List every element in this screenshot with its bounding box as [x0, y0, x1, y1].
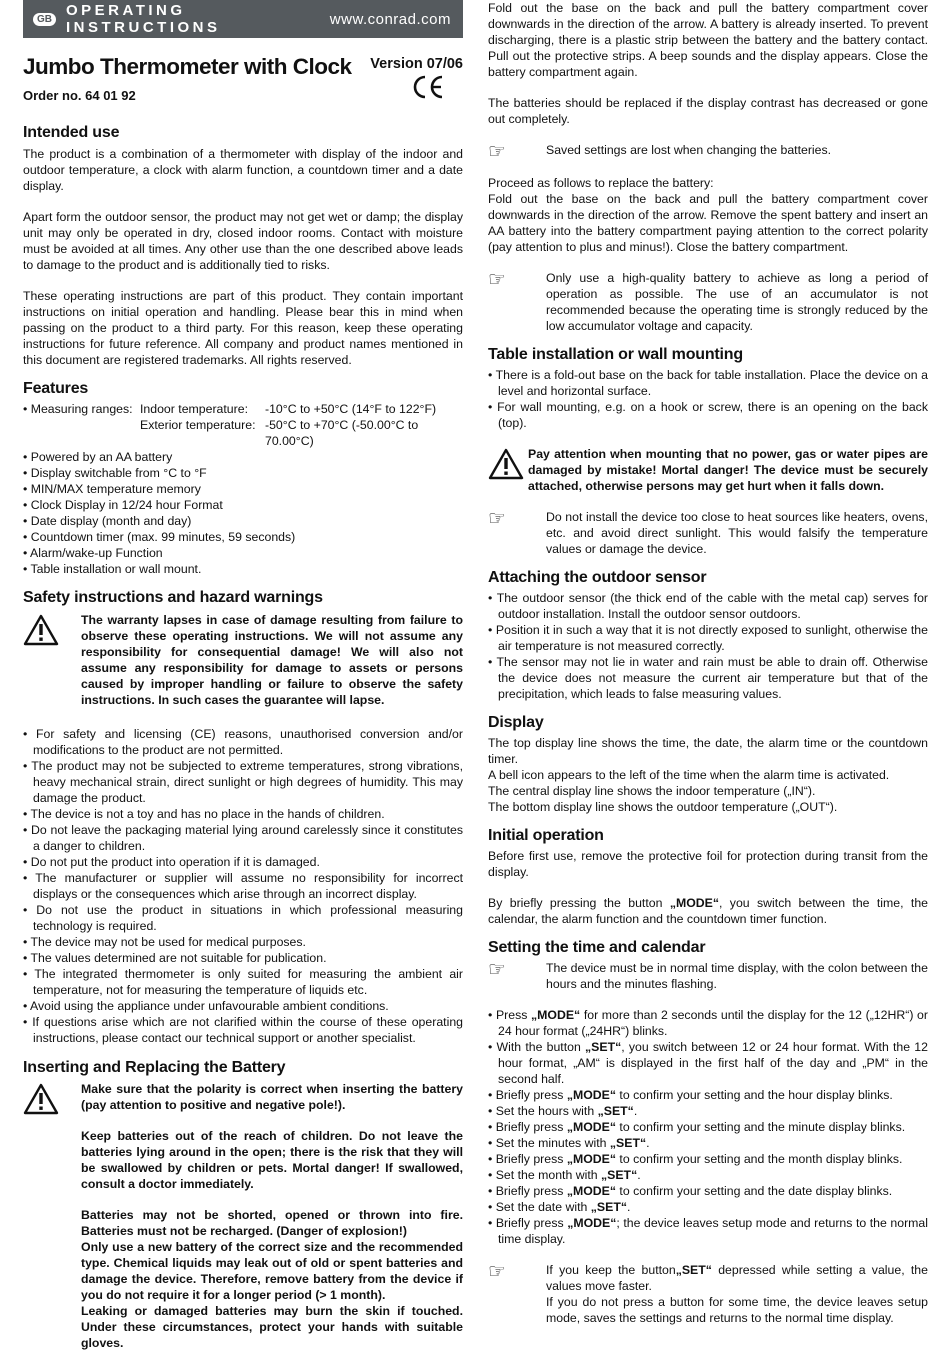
intended-paragraph-2: Apart form the outdoor sensor, the product may not get wet or damp; the display unit may only be operated in dry, closed indoor rooms. Contact with moisture must be avoided at all times. Any other use than the one described above leads to damage to the product and is additionally tied to risks.	[23, 210, 463, 272]
list-item: • Powered by an AA battery	[23, 449, 463, 465]
indoor-label: Indoor temperature:	[140, 402, 249, 416]
list-item: • The device is not a toy and has no place in the hands of children.	[23, 806, 463, 822]
list-item: • For safety and licensing (CE) reasons, unauthorised conversion and/or modifications to the product are not permitted.	[23, 726, 463, 758]
safety-warning	[23, 612, 463, 708]
intended-paragraph-3: These operating instructions are part of this product. They contain important instructions on initial operation and handling. Please bear this in mind when passing on the product to a third party. For this reason, keep these operating instructions for future reference. All company and product names mentioned in this document are registered trademarks. All rights reserved.	[23, 289, 463, 367]
battery-paragraph-1: Fold out the base on the back and pull the battery compartment cover downwards in the direction of the arrow. A battery is already inserted. To prevent discharging, there is a plastic strip between the battery and the battery contact. Pull out the protective strips. A beep sounds and the display appears. Close the battery compartment again.	[488, 1, 928, 79]
battery-warning-2: Keep batteries out of the reach of children. Do not leave the batteries lying around in the open; there is the risk that they will be swallowed by children or pets. Mortal danger! If swallowed, consult a doctor immediately.	[81, 1129, 463, 1191]
battery-warning-5: Leaking or damaged batteries may burn the skin if touched. Under these circumstances, protect your hands with suitable gloves.	[81, 1304, 463, 1350]
list-item: • Date display (month and day)	[23, 513, 463, 529]
features-list	[23, 449, 463, 577]
pointing-hand-icon: ☞	[488, 959, 506, 981]
header-title: OPERATING INSTRUCTIONS	[66, 2, 221, 36]
features-heading: Features	[23, 380, 89, 397]
list-item: • Position it in such a way that it is not directly exposed to sunlight, otherwise the air temperature is not measured correctly.	[488, 622, 928, 654]
list-item: • Briefly press „MODE“ to confirm your setting and the minute display blinks.	[488, 1119, 928, 1135]
battery-warning-4: Only use a new battery of the correct size and the recommended type. Chemical liquids may leak out of old or spent batteries and damage the device. Therefore, remove battery from the device if you do not require it for a longer period (> 1 month).	[81, 1240, 463, 1302]
left-column	[23, 0, 463, 1351]
pointing-hand-icon: ☞	[488, 141, 506, 163]
pointing-hand-icon: ☞	[488, 508, 506, 530]
sensor-list	[488, 590, 928, 702]
list-item: • The sensor may not lie in water and rain must be able to drain off. Otherwise the device does not measure the current air temperature but that of the precipitation, which leads to false measuring values.	[488, 654, 928, 702]
intended-paragraph-1: The product is a combination of a thermometer with display of the indoor and outdoor temperature, a clock with alarm function, a countdown timer and a date display.	[23, 147, 463, 193]
list-item: • The product may not be subjected to extreme temperatures, strong vibrations, heavy mechanical strain, direct sunlight or high degrees of humidity. This may damage the product.	[23, 758, 463, 806]
list-item: • The device may not be used for medical purposes.	[23, 934, 463, 950]
list-item: • MIN/MAX temperature memory	[23, 481, 463, 497]
pointing-hand-icon: ☞	[488, 269, 506, 291]
list-item: • Set the month with „SET“.	[488, 1167, 928, 1183]
title-block	[23, 54, 463, 124]
right-column	[488, 0, 928, 1326]
list-item: • The values determined are not suitable for publication.	[23, 950, 463, 966]
setting-list	[488, 1007, 928, 1247]
mounting-heading: Table installation or wall mounting	[488, 346, 743, 363]
list-item: • Set the hours with „SET“.	[488, 1103, 928, 1119]
list-item: • Alarm/wake-up Function	[23, 545, 463, 561]
setting-note-2: ☞ If you keep the button„SET“ depressed while setting a value, the values move faster. If you do not press a button for some time, the device leaves setup mode, saves the settings and returns to the normal time display.	[488, 1261, 928, 1325]
list-item: • With the button „SET“, you switch between 12 or 24 hour format. With the 12 hour format, „AM“ is displayed in the first half of the day and „PM“ in the second half.	[488, 1039, 928, 1087]
list-item: • If questions arise which are not clarified within the course of these operating instructions, please contact our technical support or another specialist.	[23, 1014, 463, 1046]
order-number: Order no. 64 01 92	[23, 88, 136, 103]
measuring-ranges	[23, 401, 463, 449]
safety-warning-text: The warranty lapses in case of damage resulting from failure to observe these operating instructions. We will not assume any responsibility for consequential damage! We will also not assume any responsibility for damage to assets or persons caused by improper handling or failure to observe the safety instructions. In such cases the guarantee will lapse.	[81, 613, 463, 707]
mounting-list	[488, 367, 928, 431]
mounting-warning-text: Pay attention when mounting that no power, gas or water pipes are damaged by mistake! Mortal danger! The device must be securely attached, otherwise persons may get hurt when it falls down.	[528, 447, 928, 493]
warning-triangle-icon	[488, 446, 528, 494]
mounting-note: ☞ Do not install the device too close to heat sources like heaters, ovens, etc. and avoid direct sunlight. This would falsify the temperature values or damage the device.	[488, 508, 928, 556]
battery-heading: Inserting and Replacing the Battery	[23, 1059, 286, 1076]
mounting-warning	[488, 446, 928, 494]
list-item: • Briefly press „MODE“ to confirm your setting and the month display blinks.	[488, 1151, 928, 1167]
list-item: • Briefly press „MODE“ to confirm your setting and the hour display blinks.	[488, 1087, 928, 1103]
list-item: • Avoid using the appliance under unfavourable ambient conditions.	[23, 998, 463, 1014]
setting-heading: Setting the time and calendar	[488, 939, 706, 956]
battery-warning-1: Make sure that the polarity is correct when inserting the battery (pay attention to positive and negative pole!).	[81, 1082, 463, 1112]
setting-note-1: ☞ The device must be in normal time display, with the colon between the hours and the minutes flashing.	[488, 959, 928, 991]
language-badge: GB	[33, 13, 56, 26]
initial-heading: Initial operation	[488, 827, 604, 844]
display-line-4: The bottom display line shows the outdoor temperature („OUT“).	[488, 800, 838, 814]
display-heading: Display	[488, 714, 544, 731]
battery-note-1: ☞ Saved settings are lost when changing the batteries.	[488, 141, 832, 163]
list-item: • Countdown timer (max. 99 minutes, 59 seconds)	[23, 529, 463, 545]
safety-heading: Safety instructions and hazard warnings	[23, 589, 323, 606]
warning-triangle-icon	[23, 612, 81, 708]
battery-note-2: ☞ Only use a high-quality battery to achieve as long a period of operation as possible. The use of an accumulator is not recommended because the operating time is strongly reduced by the low accumulator voltage and capacity.	[488, 269, 928, 333]
indoor-value: -10°C to +50°C (14°F to 122°F)	[265, 402, 437, 416]
list-item: • The outdoor sensor (the thick end of the cable with the metal cap) serves for outdoor installation. Install the outdoor sensor outdoors.	[488, 590, 928, 622]
exterior-label: Exterior temperature:	[140, 418, 256, 432]
pointing-hand-icon: ☞	[488, 1261, 506, 1283]
list-item: • Clock Display in 12/24 hour Format	[23, 497, 463, 513]
list-item: • Table installation or wall mount.	[23, 561, 463, 577]
list-item: • Display switchable from °C to °F	[23, 465, 463, 481]
document-title: Jumbo Thermometer with Clock	[23, 54, 352, 79]
list-item: • Set the date with „SET“.	[488, 1199, 928, 1215]
list-item: • Briefly press „MODE“; the device leaves setup mode and returns to the normal time display.	[488, 1215, 928, 1247]
list-item: • Press „MODE“ for more than 2 seconds until the display for the 12 („12HR“) or 24 hour format („24HR“) blinks.	[488, 1007, 928, 1039]
sensor-heading: Attaching the outdoor sensor	[488, 569, 707, 586]
battery-paragraph-3b: Fold out the base on the back and pull the battery compartment cover downwards in the direction of the arrow. Remove the spent battery and insert an AA battery into the battery compartment paying attention to the correct polarity (pay attention to plus and minus!). Close the battery compartment.	[488, 192, 928, 254]
battery-warning	[23, 1081, 463, 1351]
safety-list	[23, 726, 463, 1046]
list-item: • The integrated thermometer is only suited for measuring the ambient air temperature, not for measuring the temperature of liquids etc.	[23, 966, 463, 998]
list-item: • Do not leave the packaging material lying around carelessly since it constitutes a danger to children.	[23, 822, 463, 854]
measuring-label: • Measuring ranges:	[23, 402, 133, 416]
display-line-2: A bell icon appears to the left of the time when the alarm time is activated.	[488, 768, 890, 782]
battery-warning-3: Batteries may not be shorted, opened or thrown into fire. Batteries must not be recharged. (Danger of explosion!)	[81, 1208, 463, 1238]
warning-triangle-icon	[23, 1081, 81, 1351]
header-url: www.conrad.com	[329, 10, 451, 28]
header-bar	[23, 0, 463, 38]
exterior-value: -50°C to +70°C (-50.00°C to 70.00°C)	[265, 418, 419, 448]
list-item: • Set the minutes with „SET“.	[488, 1135, 928, 1151]
ce-mark-icon	[411, 74, 445, 100]
intended-use-heading: Intended use	[23, 124, 120, 141]
list-item: • The manufacturer or supplier will assume no responsibility for incorrect displays or the consequences which arise through an incorrect display.	[23, 870, 463, 902]
display-line-1: The top display line shows the time, the date, the alarm time or the countdown timer.	[488, 736, 928, 766]
initial-paragraph-2: By briefly pressing the button „MODE“, you switch between the time, the calendar, the alarm function and the countdown timer function.	[488, 896, 929, 926]
list-item: • Briefly press „MODE“ to confirm your setting and the date display blinks.	[488, 1183, 928, 1199]
display-line-3: The central display line shows the indoor temperature („IN“).	[488, 784, 816, 798]
list-item: • Do not use the product in situations in which professional measuring technology is required.	[23, 902, 463, 934]
version-label: Version 07/06	[370, 56, 463, 72]
battery-paragraph-2: The batteries should be replaced if the display contrast has decreased or gone out completely.	[488, 96, 928, 126]
list-item: • Do not put the product into operation if it is damaged.	[23, 854, 463, 870]
battery-paragraph-3a: Proceed as follows to replace the battery:	[488, 176, 714, 190]
list-item: • For wall mounting, e.g. on a hook or screw, there is an opening on the back (top).	[488, 399, 928, 431]
list-item: • There is a fold-out base on the back for table installation. Place the device on a level and horizontal surface.	[488, 367, 928, 399]
initial-paragraph-1: Before first use, remove the protective foil for protection during transit from the display.	[488, 849, 928, 879]
